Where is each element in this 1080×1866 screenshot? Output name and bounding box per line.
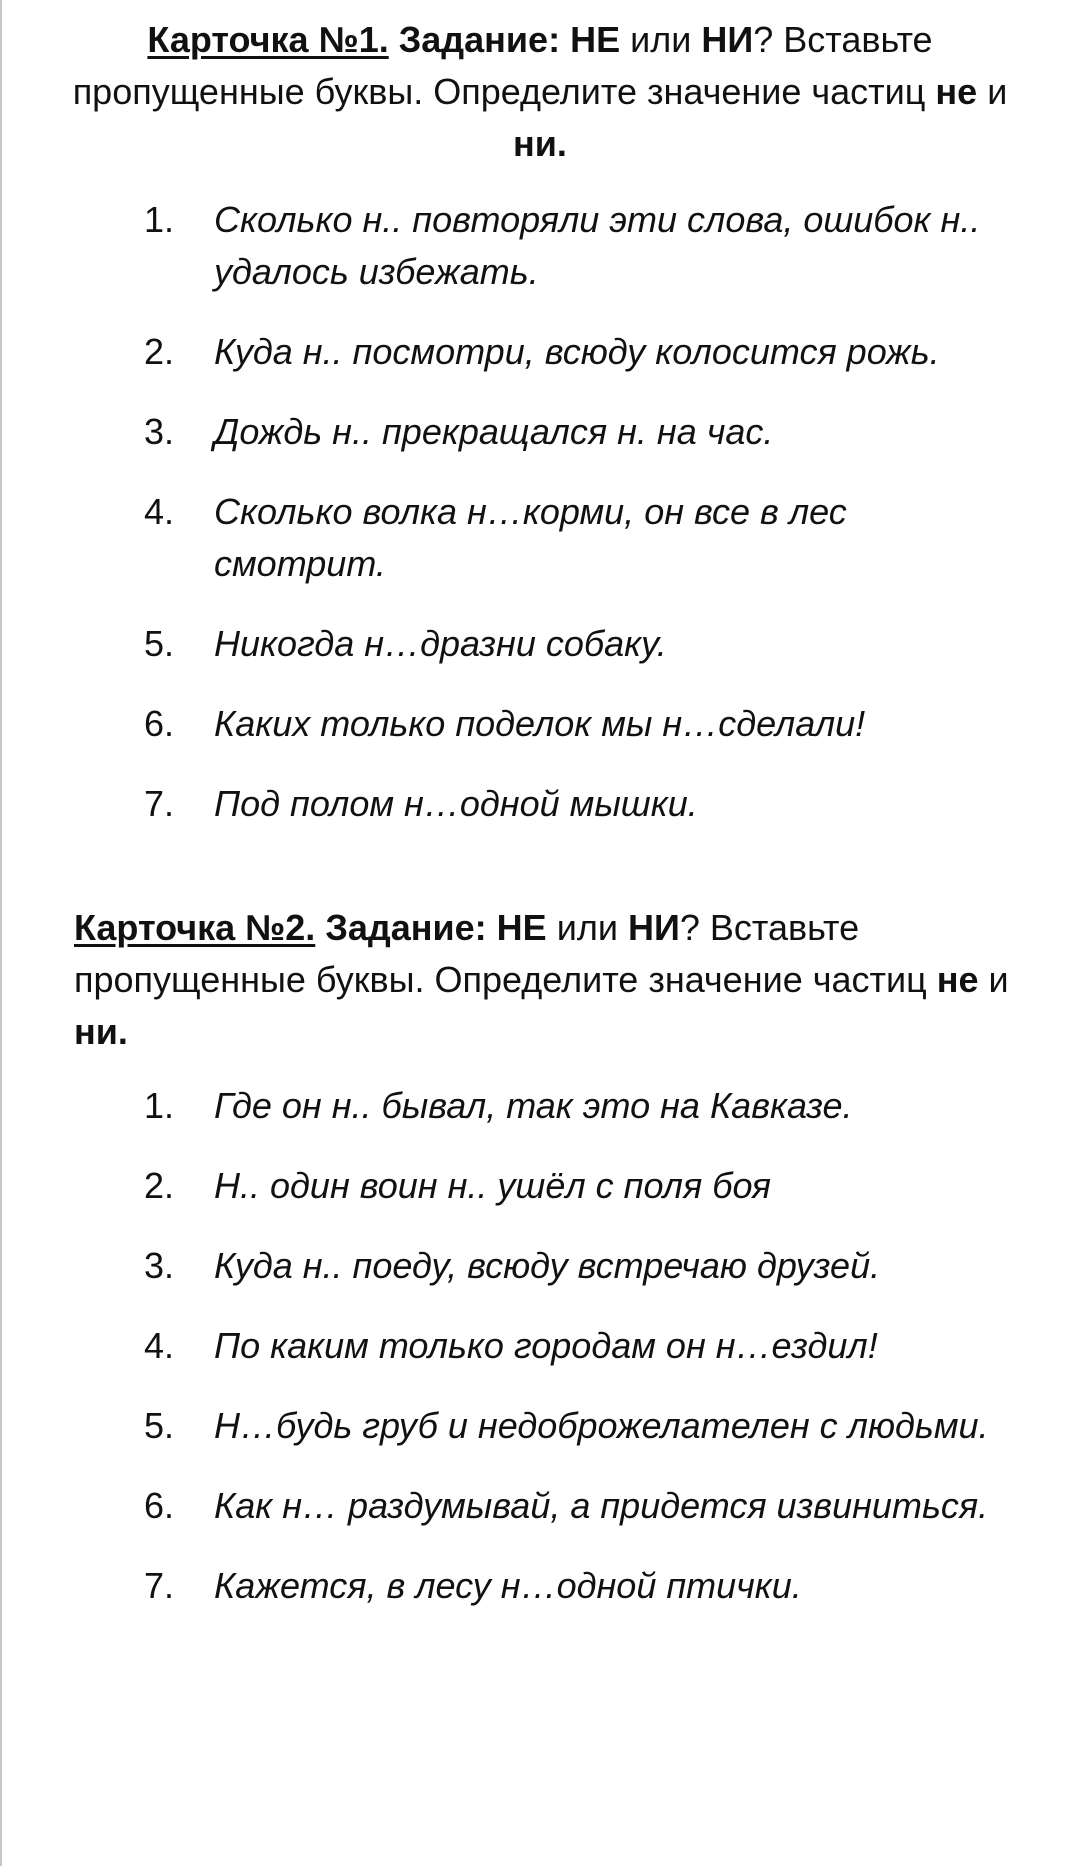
task-number: 3.: [144, 1245, 175, 1286]
card-2-task-4: [0, 1320, 1080, 1372]
card-1-task-2: [0, 326, 1080, 378]
card-1-title: Карточка №1.: [147, 19, 389, 60]
card-2-instruction: ? Вставьте пропущенные буквы. Определите значение частиц: [74, 907, 927, 1000]
task-number: 7.: [144, 1565, 175, 1606]
task-sentence: Никогда н…дразни собаку.: [214, 623, 667, 664]
card-1-and-word: и: [987, 71, 1008, 112]
card-2-title: Карточка №2.: [74, 907, 316, 948]
task-sentence: Как н… раздумывай, а придется извиниться.: [214, 1485, 989, 1526]
card-1-instruction: ? Вставьте пропущенные буквы. Определите значение частиц: [72, 19, 933, 112]
card-1-task-label: Задание:: [398, 19, 561, 60]
task-number: 5.: [144, 1405, 175, 1446]
task-sentence: Куда н.. посмотри, всюду колосится рожь.: [214, 331, 940, 372]
card-1-heading: [0, 14, 1080, 170]
card-1-task-5: [0, 618, 1080, 670]
card-1-ne-lower: не: [935, 71, 978, 112]
task-sentence: Дождь н.. прекращался н. на час.: [214, 411, 774, 452]
card-2-task-5: [0, 1400, 1080, 1452]
card-2-and-word: и: [988, 959, 1009, 1000]
task-number: 3.: [144, 411, 175, 452]
card-1: [0, 14, 1080, 858]
card-2-task-7: [0, 1560, 1080, 1612]
card-2-ni-lower: ни.: [74, 1011, 128, 1052]
task-number: 4.: [144, 1325, 175, 1366]
task-number: 6.: [144, 1485, 175, 1526]
card-1-or-word: или: [630, 19, 692, 60]
card-1-ne-upper: НЕ: [570, 19, 621, 60]
task-number: 5.: [144, 623, 175, 664]
card-2-task-2: [0, 1160, 1080, 1212]
card-1-task-7: [0, 778, 1080, 830]
card-2-task-6: [0, 1480, 1080, 1532]
task-number: 2.: [144, 1165, 175, 1206]
card-2-task-3: [0, 1240, 1080, 1292]
card-1-task-1: [0, 194, 1080, 298]
card-1-task-list: [0, 194, 1080, 830]
task-sentence: Под полом н…одной мышки.: [214, 783, 698, 824]
task-sentence: Куда н.. поеду, всюду встречаю друзей.: [214, 1245, 881, 1286]
card-1-ni-lower: ни.: [513, 123, 567, 164]
card-2: [0, 902, 1080, 1640]
card-1-task-4: [0, 486, 1080, 590]
card-2-ni-upper: НИ: [627, 907, 680, 948]
task-number: 1.: [144, 1085, 175, 1126]
card-1-task-6: [0, 698, 1080, 750]
task-sentence: Сколько волка н…корми, он все в лес смотрит.: [214, 491, 847, 584]
task-sentence: Н.. один воин н.. ушёл с поля боя: [214, 1165, 771, 1206]
task-number: 4.: [144, 491, 175, 532]
task-number: 7.: [144, 783, 175, 824]
card-2-heading: [0, 902, 1080, 1058]
card-2-task-1: [0, 1080, 1080, 1132]
card-2-or-word: или: [556, 907, 618, 948]
task-number: 1.: [144, 199, 175, 240]
task-sentence: Н…будь груб и недоброжелателен с людьми.: [214, 1405, 989, 1446]
card-2-ne-upper: НЕ: [496, 907, 547, 948]
task-sentence: Где он н.. бывал, так это на Кавказе.: [214, 1085, 853, 1126]
task-sentence: Каких только поделок мы н…сделали!: [214, 703, 866, 744]
card-1-ni-upper: НИ: [701, 19, 754, 60]
card-2-task-label: Задание:: [325, 907, 487, 948]
task-number: 2.: [144, 331, 175, 372]
card-2-ne-lower: не: [936, 959, 979, 1000]
card-1-task-3: [0, 406, 1080, 458]
task-sentence: Кажется, в лесу н…одной птички.: [214, 1565, 802, 1606]
task-sentence: Сколько н.. повторяли эти слова, ошибок н.. удалось избежать.: [214, 199, 981, 292]
card-2-task-list: [0, 1080, 1080, 1612]
task-sentence: По каким только городам он н…ездил!: [214, 1325, 878, 1366]
task-number: 6.: [144, 703, 175, 744]
